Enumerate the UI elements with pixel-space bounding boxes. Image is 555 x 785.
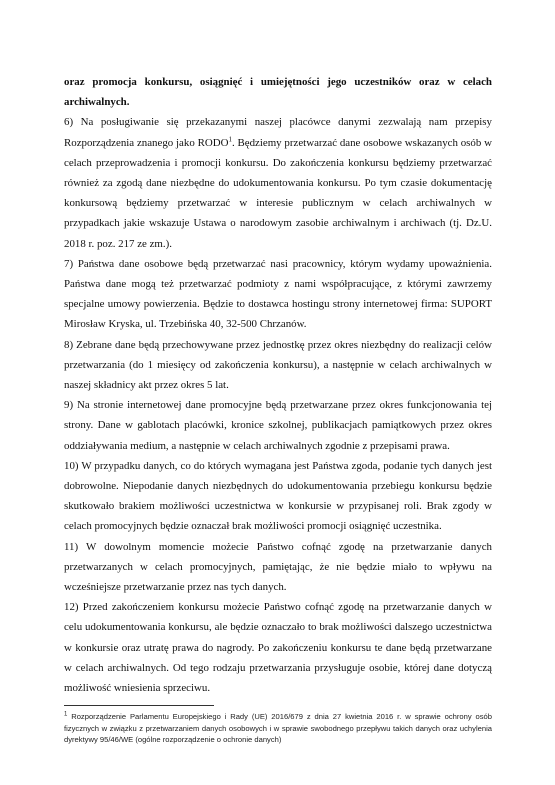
footnote	[64, 711, 492, 746]
paragraph-6-text-start: 6) Na posługiwanie się przekazanymi naszej placówce danymi zezwalają nam przepisy Rozporządzenia znanego jako RODO	[64, 116, 492, 149]
paragraph-6	[64, 112, 492, 253]
footnote-text: Rozporządzenie Parlamentu Europejskiego i Rady (UE) 2016/679 z dnia 27 kwietnia 2016 r. w sprawie ochrony osób fizycznych w związku z przetwarzaniem danych osobowych i w sprawie swobodnego przepływu takich danych oraz uchylenia dyrektywy 95/46/WE (ogólne rozporządzenie o ochronie danych)	[64, 712, 492, 744]
paragraph-7: 7) Państwa dane osobowe będą przetwarzać nasi pracownicy, którym wydamy upoważnienia. Państwa dane mogą też przetwarzać podmioty z nami współpracujące, z którymi zawrzemy specjalne umowy powierzenia. Będzie to dostawca hostingu strony internetowej firma: SUPORT Mirosław Kryska, ul. Trzebińska 40, 32-500 Chrzanów.	[64, 257, 492, 331]
footnote-number: 1	[64, 711, 68, 718]
paragraph-9: 9) Na stronie internetowej dane promocyjne będą przetwarzane przez okres funkcjonowania tej strony. Dane w gablotach placówki, kronice szkolnej, publikacjach pamiątkowych przez okres oddziaływania medium, a następnie w celach archiwalnych zgodnie z przepisami prawa.	[64, 399, 492, 452]
paragraph-11: 11) W dowolnym momencie możecie Państwo cofnąć zgodę na przetwarzanie danych przetwarzanych w celach promocyjnych, pamiętając, że nie będzie miało to wpływu na wcześniejsze przetwarzanie przez nas tych danych.	[64, 540, 492, 594]
paragraph-12: 12) Przed zakończeniem konkursu możecie Państwo cofnąć zgodę na przetwarzanie danych w celu udokumentowania konkursu, ale będzie oznaczało to brak możliwości dalszego uczestnictwa w konkursie oraz utratę prawa do nagrody. Po zakończeniu konkursu te dane będą przetwarzane w celach archiwalnych. Od tego rodzaju przetwarzania przysługuje osobie, której dane dotyczą możliwość wniesienia sprzeciwu.	[64, 601, 492, 695]
paragraph-10: 10) W przypadku danych, co do których wymagana jest Państwa zgoda, podanie tych danych jest dobrowolne. Niepodanie danych niezbędnych do udokumentowania przebiegu konkursu będzie skutkowało brakiem możliwości uczestnictwa w konkursie w przypisanej roli. Brak zgody w celach promocyjnych będzie oznaczał brak możliwości promocji osiągnięć uczestnika.	[64, 459, 492, 533]
footnote-divider	[64, 705, 214, 706]
document-body	[64, 72, 492, 698]
paragraph-8: 8) Zebrane dane będą przechowywane przez jednostkę przez okres niezbędny do realizacji celów przetwarzania (do 1 miesięcy od zakończenia konkursu), a następnie w celach archiwalnych w naszej składnicy akt przez okres 5 lat.	[64, 338, 492, 392]
paragraph-6-text-end: . Będziemy przetwarzać dane osobowe wskazanych osób w celach przeprowadzenia i promocji konkursu. Do zakończenia konkursu będziemy przetwarzać również za zgodą dane niezbędne do udokumentowania konkursu. Po tym czasie dokumentację konkursową będziemy przetwarzać w interesie publicznym w celach archiwalnych w przypadkach jakie wskazuje Ustawa o narodowym zasobie archiwalnym i archiwach (tj. Dz.U. 2018 r. poz. 217 ze zm.).	[64, 136, 492, 250]
footnote-reference[interactable]: 1	[228, 134, 232, 143]
section-heading: oraz promocja konkursu, osiągnięć i umiejętności jego uczestników oraz w celach archiwalnych.	[64, 76, 492, 109]
